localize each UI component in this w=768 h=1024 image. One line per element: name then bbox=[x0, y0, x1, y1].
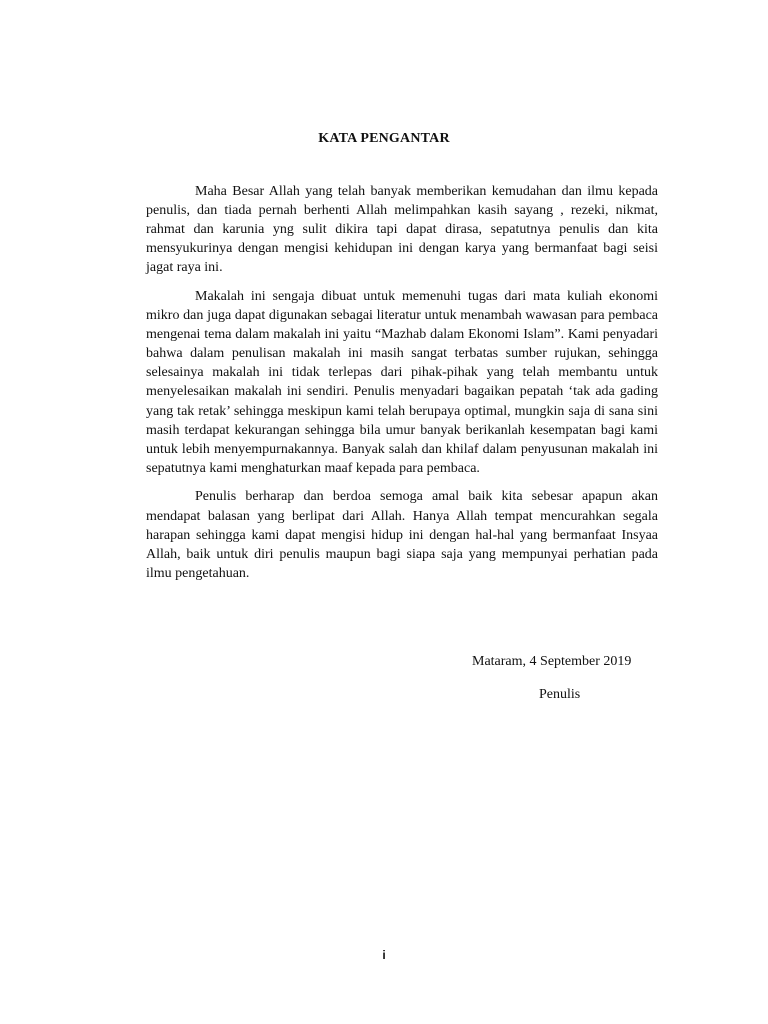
author-signature: Penulis bbox=[539, 687, 581, 702]
paragraph-3: Penulis berharap dan berdoa semoga amal baik kita sebesar apapun akan mendapat balasan yang berlipat dari Allah. Hanya Allah tempat mencurahkan segala harapan sehingga kami dapat mengisi hidup ini dengan hal-hal yang bermanfaat Insyaa Allah, baik untuk diri penulis maupun bagi siapa saja yang mempunyai perhatian pada ilmu pengetahuan. bbox=[146, 489, 658, 581]
place-date: Mataram, 4 September 2019 bbox=[472, 654, 632, 669]
page-number: i bbox=[382, 948, 386, 962]
paragraph-2: Makalah ini sengaja dibuat untuk memenuhi tugas dari mata kuliah ekonomi mikro dan juga dapat digunakan sebagai literatur untuk menambah wawasan para pembaca mengenai tema dalam makalah ini yaitu “Mazhab dalam Ekonomi Islam”. Kami penyadari bahwa dalam penulisan makalah ini masih sangat terbatas sumber rujukan, sehingga selesainya makalah ini tidak terlepas dari pihak-pihak yang telah membantu untuk menyelesaikan makalah ini sendiri. Penulis menyadari bagaikan pepatah ‘tak ada gading yang tak retak’ sehingga meskipun kami telah berupaya optimal, mungkin saja di sana sini masih terdapat kekurangan sehingga bila umur banyak berikanlah kesempatan bagi kami untuk lebih menyempurnakannya. Banyak salah dan khilaf dalam penyusunan makalah ini sepatutnya kami menghaturkan maaf kepada para pembaca. bbox=[146, 288, 658, 476]
page-title: KATA PENGANTAR bbox=[318, 131, 450, 146]
body-text bbox=[146, 182, 658, 592]
paragraph-1: Maha Besar Allah yang telah banyak memberikan kemudahan dan ilmu kepada penulis, dan tiada pernah berhenti Allah melimpahkan kasih sayang , rezeki, nikmat, rahmat dan karunia yng sulit dikira tapi dapat dirasa, sepatutnya penulis dan kita mensyukurinya dengan mengisi kehidupan ini dengan karya yang bermanfaat bagi seisi jagat raya ini. bbox=[146, 184, 658, 276]
